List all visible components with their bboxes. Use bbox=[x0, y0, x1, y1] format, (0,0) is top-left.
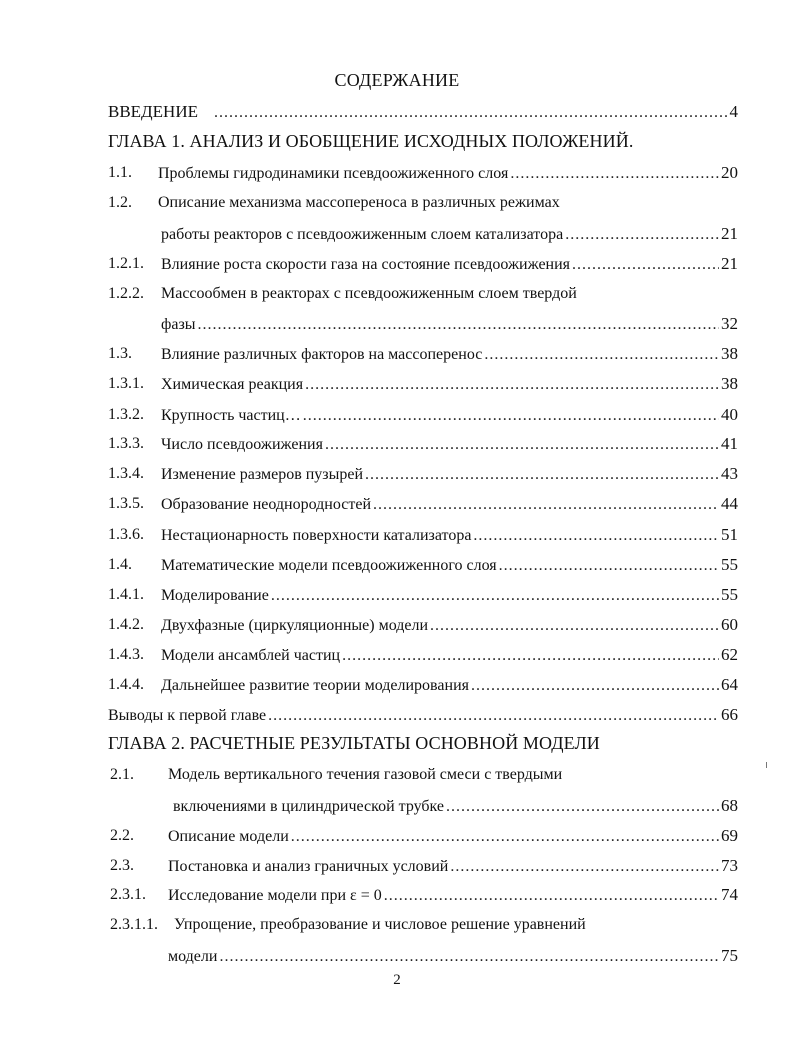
dot-leader bbox=[268, 705, 719, 727]
toc-entry-page: 41 bbox=[721, 434, 738, 453]
toc-entry-text: Модели ансамблей частиц bbox=[161, 647, 341, 664]
dot-leader bbox=[214, 102, 728, 124]
toc-entry-text: Дальнейшее развитие теории моделирования bbox=[161, 677, 469, 694]
dot-leader bbox=[446, 796, 719, 818]
toc-entry bbox=[108, 493, 738, 515]
toc-entry-page: 69 bbox=[721, 826, 738, 845]
dot-leader bbox=[291, 826, 719, 848]
toc-entry-conclusions bbox=[108, 704, 738, 726]
toc-entry-intro bbox=[108, 101, 738, 125]
scan-speck bbox=[766, 762, 767, 768]
toc-entry-page: 64 bbox=[721, 675, 738, 694]
dot-leader bbox=[384, 885, 719, 907]
toc-entry bbox=[110, 855, 738, 877]
toc-entry-number: 1.4.4. bbox=[108, 676, 144, 693]
dot-leader bbox=[365, 464, 719, 486]
toc-entry-number: 1.3.4. bbox=[108, 465, 144, 482]
toc-entry-number: 1.4.2. bbox=[108, 616, 144, 633]
toc-title: СОДЕРЖАНИЕ bbox=[334, 70, 460, 90]
toc-entry-page: 74 bbox=[721, 885, 738, 904]
dot-leader bbox=[484, 344, 719, 366]
toc-entry-number: 2.3.1. bbox=[110, 886, 146, 903]
toc-entry bbox=[108, 644, 738, 666]
dot-leader bbox=[471, 675, 719, 697]
dot-leader bbox=[325, 434, 719, 456]
toc-entry-text: Химическая реакция bbox=[161, 376, 304, 393]
toc-entry-number: 1.3.1. bbox=[108, 375, 144, 392]
toc-entry-number: 1.4. bbox=[108, 556, 132, 573]
toc-entry-number: 2.3.1.1. bbox=[110, 916, 158, 933]
toc-entry-text: работы реакторов с псевдоожиженным слоем катализатора bbox=[161, 226, 564, 243]
page-number: 2 bbox=[393, 972, 401, 988]
toc-entry bbox=[108, 554, 738, 576]
toc-entry-number: 1.3.3. bbox=[108, 435, 144, 452]
toc-entry-page: 68 bbox=[721, 796, 738, 815]
toc-entry-text: Крупность частиц… bbox=[161, 407, 301, 424]
toc-entry-text: Выводы к первой главе bbox=[108, 707, 267, 724]
toc-entry bbox=[108, 614, 738, 636]
chapter-2-heading: ГЛАВА 2. РАСЧЕТНЫЕ РЕЗУЛЬТАТЫ ОСНОВНОЙ МОДЕЛИ bbox=[108, 733, 600, 753]
toc-entry bbox=[108, 192, 738, 214]
toc-entry-text: Изменение размеров пузырей bbox=[161, 466, 364, 483]
toc-entry-page: 60 bbox=[721, 615, 738, 634]
toc-entry-text: Образование неоднородностей bbox=[161, 496, 371, 513]
toc-entry bbox=[108, 463, 738, 485]
toc-entry-continuation bbox=[110, 795, 738, 817]
toc-entry bbox=[108, 162, 738, 184]
toc-entry-page: 21 bbox=[721, 224, 738, 243]
toc-entry-text: Влияние роста скорости газа на состояние псевдоожижения bbox=[161, 256, 571, 273]
dot-leader bbox=[430, 615, 719, 637]
toc-entry-page: 66 bbox=[721, 705, 738, 724]
toc-entry-text: Исследование модели при ε = 0 bbox=[168, 887, 382, 904]
dot-leader bbox=[572, 254, 719, 276]
toc-entry-text: Массообмен в реакторах с псевдоожиженным слоем твердой bbox=[161, 285, 577, 302]
toc-entry-continuation bbox=[108, 313, 738, 335]
toc-entry-text: Двухфазные (циркуляционные) модели bbox=[161, 617, 429, 634]
toc-entry-text: Влияние различных факторов на массоперенос bbox=[161, 346, 483, 363]
toc-entry-number: 1.3.5. bbox=[108, 495, 144, 512]
toc-entry-number: 1.1. bbox=[108, 164, 132, 181]
toc-entry-text: включениями в цилиндрической трубке bbox=[173, 798, 445, 815]
dot-leader bbox=[373, 494, 719, 516]
toc-entry-number: 1.4.1. bbox=[108, 586, 144, 603]
toc-entry bbox=[108, 524, 738, 546]
toc-entry-page: 21 bbox=[721, 254, 738, 273]
dot-leader bbox=[219, 946, 719, 968]
toc-entry-number: 2.1. bbox=[110, 766, 134, 783]
toc-entry bbox=[108, 343, 738, 365]
toc-entry-text: ВВЕДЕНИЕ bbox=[108, 102, 198, 121]
toc-entry-page: 43 bbox=[721, 464, 738, 483]
dot-leader bbox=[303, 405, 719, 427]
toc-entry-text: модели bbox=[168, 948, 218, 965]
toc-entry-number: 1.2.1. bbox=[108, 255, 144, 272]
toc-entry bbox=[108, 433, 738, 455]
toc-entry bbox=[108, 674, 738, 696]
toc-entry-page: 75 bbox=[721, 946, 738, 965]
toc-entry-page: 55 bbox=[721, 555, 738, 574]
toc-entry-number: 1.2.2. bbox=[108, 285, 144, 302]
toc-entry bbox=[110, 825, 738, 847]
toc-entry-text: Проблемы гидродинамики псевдоожиженного слоя bbox=[158, 165, 509, 182]
toc-entry-page: 40 bbox=[721, 405, 738, 424]
toc-entry-text: Модель вертикального течения газовой смеси с твердыми bbox=[168, 766, 563, 783]
toc-entry-text: фазы bbox=[161, 316, 196, 333]
toc-entry bbox=[108, 283, 738, 305]
toc-entry bbox=[110, 884, 738, 906]
toc-entry-text: Описание механизма массопереноса в различных режимах bbox=[158, 194, 560, 211]
toc-entry-text: Число псевдоожижения bbox=[161, 436, 323, 453]
toc-entry bbox=[108, 404, 738, 426]
toc-entry bbox=[110, 914, 738, 936]
toc-entry-page: 55 bbox=[721, 585, 738, 604]
toc-entry-text: Моделирование bbox=[161, 587, 269, 604]
toc-entry-page: 38 bbox=[721, 344, 738, 363]
toc-entry bbox=[110, 764, 738, 786]
chapter-1-heading: ГЛАВА 1. АНАЛИЗ И ОБОБЩЕНИЕ ИСХОДНЫХ ПОЛОЖЕНИЙ. bbox=[108, 131, 634, 151]
toc-entry-page: 73 bbox=[721, 856, 738, 875]
dot-leader bbox=[342, 645, 719, 667]
toc-entry-number: 2.2. bbox=[110, 827, 134, 844]
dot-leader bbox=[473, 525, 719, 547]
toc-entry-number: 1.4.3. bbox=[108, 646, 144, 663]
dot-leader bbox=[305, 374, 719, 396]
toc-entry-text: Описание модели bbox=[168, 828, 289, 845]
toc-entry-page: 44 bbox=[721, 494, 738, 513]
toc-entry-page: 20 bbox=[721, 163, 738, 182]
toc-entry bbox=[108, 584, 738, 606]
toc-entry-number: 1.3. bbox=[108, 345, 132, 362]
dot-leader bbox=[565, 224, 719, 246]
toc-entry bbox=[108, 373, 738, 395]
dot-leader bbox=[499, 555, 719, 577]
toc-entry-number: 1.3.6. bbox=[108, 526, 144, 543]
toc-entry-page: 32 bbox=[721, 314, 738, 333]
toc-entry-page: 38 bbox=[721, 374, 738, 393]
toc-entry-number: 2.3. bbox=[110, 857, 134, 874]
dot-leader bbox=[450, 856, 719, 878]
toc-entry-page: 62 bbox=[721, 645, 738, 664]
toc-entry-page: 51 bbox=[721, 525, 738, 544]
dot-leader bbox=[510, 163, 719, 185]
toc-entry-text: Постановка и анализ граничных условий bbox=[168, 858, 449, 875]
dot-leader bbox=[198, 314, 719, 336]
toc-entry-text: Нестационарность поверхности катализатора bbox=[161, 527, 472, 544]
toc-entry-text: Упрощение, преобразование и числовое решение уравнений bbox=[174, 916, 586, 933]
toc-entry-continuation bbox=[108, 223, 738, 245]
toc-entry-page: 4 bbox=[729, 102, 738, 121]
toc-entry-number: 1.3.2. bbox=[108, 406, 144, 423]
toc-entry bbox=[108, 253, 738, 275]
toc-entry-text: Математические модели псевдоожиженного слоя bbox=[161, 557, 497, 574]
dot-leader bbox=[271, 585, 719, 607]
toc-entry-continuation bbox=[110, 945, 738, 967]
toc-entry-number: 1.2. bbox=[108, 194, 132, 211]
